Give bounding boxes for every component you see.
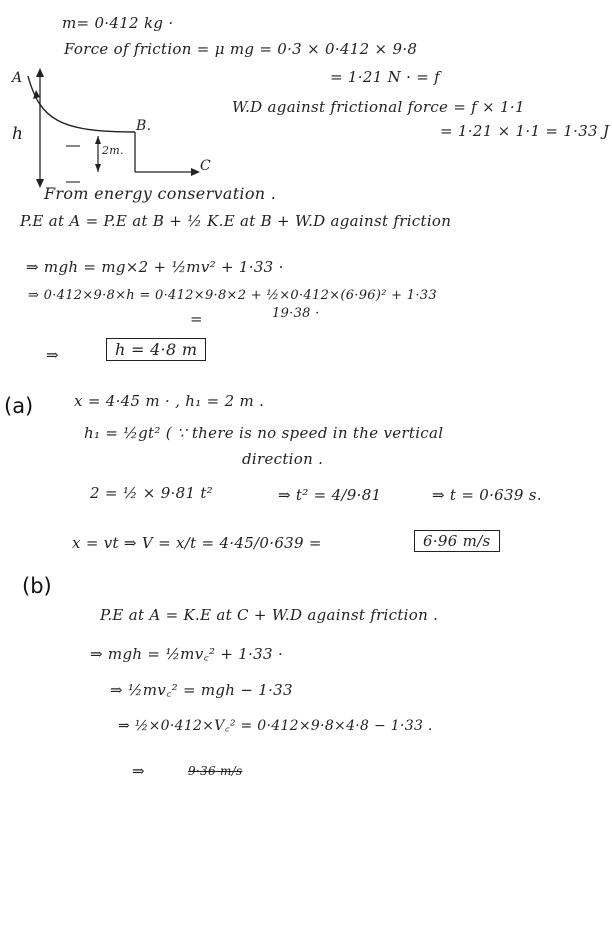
height-arrow-bottom <box>36 179 44 188</box>
b-substituted-equation: ⇒ ½×0·412×V꜀² = 0·412×9·8×4·8 − 1·33 . <box>118 718 433 734</box>
drop-label: 2m. <box>102 144 124 157</box>
b-final-arrow: ⇒ <box>132 762 145 780</box>
b-final-struck-value: 9·36 m/s <box>188 764 243 778</box>
result-value: 19·38 · <box>272 306 320 321</box>
mgh-equation: ⇒ mgh = mg×2 + ½mv² + 1·33 · <box>26 258 284 276</box>
energy-equation: P.E at A = P.E at B + ½ K.E at B + W.D against friction <box>20 212 452 230</box>
work-done-value-line: = 1·21 × 1·1 = 1·33 J <box>440 122 610 140</box>
h1-line: h₁ = ½gt² ( ∵ there is no speed in the vertical <box>84 424 444 442</box>
friction-value-line: = 1·21 N · = f <box>330 68 441 86</box>
h-answer-box: h = 4·8 m <box>106 338 206 361</box>
t-value: ⇒ t = 0·639 s. <box>432 486 542 504</box>
mass-line: m= 0·412 kg · <box>62 14 174 32</box>
x-line: x = 4·45 m · , h₁ = 2 m . <box>74 392 265 410</box>
t-equation: 2 = ½ × 9·81 t² <box>90 484 213 502</box>
friction-force-line: Force of friction = μ mg = 0·3 × 0·412 × 9·8 <box>64 40 418 58</box>
point-b-label: B. <box>136 118 152 134</box>
energy-title: From energy conservation . <box>44 184 277 203</box>
v-equation: x = vt ⇒ V = x/t = 4·45/0·639 = <box>72 534 322 552</box>
b-energy-equation: P.E at A = K.E at C + W.D against friction . <box>100 606 439 624</box>
direction-line: direction . <box>242 450 324 468</box>
drop-arrow-bottom <box>95 164 101 172</box>
incline-diagram <box>0 60 240 200</box>
drop-arrow-top <box>95 136 101 144</box>
curved-track <box>28 76 135 132</box>
point-a-label: A <box>12 70 23 86</box>
b-mgh-equation: ⇒ mgh = ½mv꜀² + 1·33 · <box>90 645 284 663</box>
height-arrow-top <box>36 68 44 77</box>
substituted-equation: ⇒ 0·412×9·8×h = 0·412×9·8×2 + ½×0·412×(6·96)² + 1·33 <box>28 288 437 303</box>
v-answer-box: 6·96 m/s <box>414 530 500 552</box>
height-label: h <box>12 124 24 144</box>
h-arrow: ⇒ <box>46 346 59 364</box>
equals-sign: = <box>190 310 203 328</box>
t-squared: ⇒ t² = 4/9·81 <box>278 486 382 504</box>
part-b-label: (b) <box>22 574 52 598</box>
b-half-mv-equation: ⇒ ½mv꜀² = mgh − 1·33 <box>110 681 293 699</box>
part-a-label: (a) <box>4 394 34 418</box>
work-done-label-line: W.D against frictional force = f × 1·1 <box>232 98 525 116</box>
point-c-label: C <box>200 158 212 174</box>
ground-arrow <box>191 168 200 176</box>
